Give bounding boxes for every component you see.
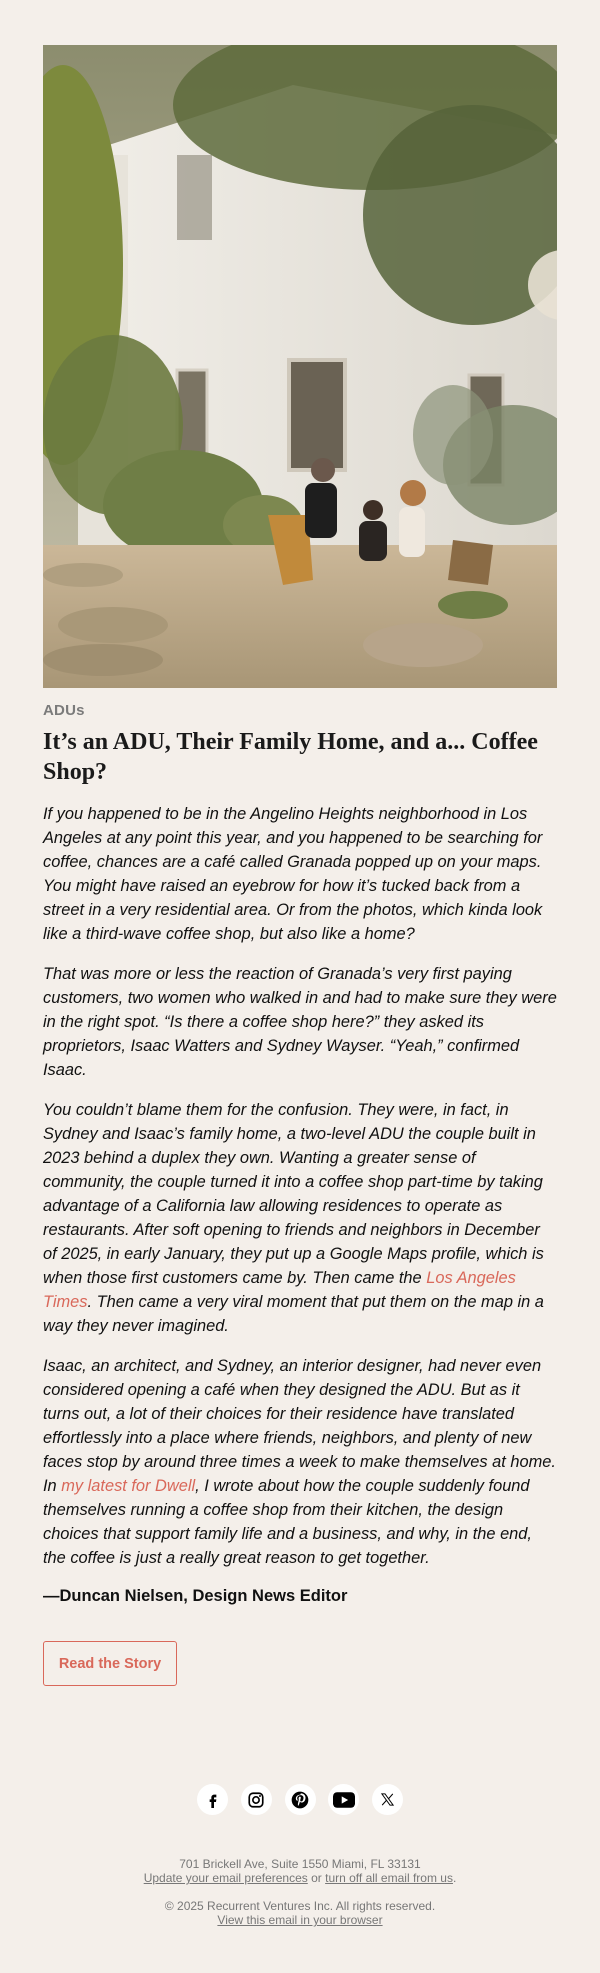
instagram-icon [247,1791,265,1809]
paragraph-3 [43,1098,558,1338]
author-signature: —Duncan Nielsen, Design News Editor [43,1587,348,1605]
youtube-icon [333,1792,355,1808]
footer-spacer [0,1885,600,1899]
paragraph-2: That was more or less the reaction of Granada’s very first paying customers, two women who walked in and had to make sure they were in the right spot. “Is there a coffee shop here?” they asked its proprietors, Isaac Watters and Sydney Wayser. “Yeah,” confirmed Isaac. [43,965,557,1079]
x-icon [380,1792,395,1807]
facebook-link[interactable] [197,1784,228,1815]
view-in-browser-link[interactable]: View this email in your browser [217,1913,383,1927]
dwell-article-link[interactable]: my latest for Dwell [61,1477,196,1495]
read-story-button[interactable]: Read the Story [43,1641,177,1686]
facebook-icon [205,1792,221,1808]
paragraph-4-text-a: Isaac, an architect, and Sydney, an interior designer, had never even considered opening a café when they designed the ADU. But as it turns out, a lot of their choices for their residence have translated effortlessly into a place where friends, neighbors, and plenty of new faces stop by around three times a week to make themselves at home. In [43,1357,556,1495]
paragraph-4-text-b: , I wrote about how the couple suddenly found themselves running a coffee shop from their kitchen, the design choices that support family life and a business, and why, in the end, the coffee is just a really great reason to get together. [43,1477,532,1567]
pinterest-icon [290,1790,310,1810]
paragraph-1: If you happened to be in the Angelino Heights neighborhood in Los Angeles at any point this year, and you happened to be searching for coffee, chances are a café called Granada popped up on your maps. You might have raised an eyebrow for how it’s tucked back from a street in a very residential area. Or from the photos, which kinda look like a third-wave coffee shop, but also like a home? [43,805,543,943]
x-link[interactable] [372,1784,403,1815]
footer-copyright: © 2025 Recurrent Ventures Inc. All rights reserved. [164,1899,436,1913]
footer-period: . [452,1871,457,1885]
paragraph-3-text-a: You couldn’t blame them for the confusion. They were, in fact, in Sydney and Isaac’s family home, a two-level ADU the couple built in 2023 behind a duplex they own. Wanting a greater sense of community, the couple turned it into a coffee shop part-time by taking advantage of a California law allowing residences to operate as restaurants. After soft opening to friends and neighbors in December of 2025, in early January, they put up a Google Maps profile, which is when those first customers came by. Then came the [43,1101,544,1287]
update-preferences-link[interactable]: Update your email preferences [143,1871,308,1885]
paragraph-4 [43,1354,558,1570]
youtube-link[interactable] [328,1784,359,1815]
footer-browser-line [0,1913,600,1927]
footer-address: 701 Brickell Ave, Suite 1550 Miami, FL 33131 [179,1857,421,1871]
footer-preferences-line [0,1871,600,1885]
social-links [197,1784,403,1815]
article-body [43,802,558,1586]
footer-or-text: or [307,1871,326,1885]
los-angeles-times-link[interactable]: Los Angeles Times [43,1269,516,1311]
email-footer [0,1857,600,1927]
article-category: ADUs [43,702,85,719]
article-title: It’s an ADU, Their Family Home, and a... Coffee Shop? [43,729,538,785]
instagram-link[interactable] [241,1784,272,1815]
paragraph-3-text-b: . Then came a very viral moment that put them on the map in a way they never imagined. [43,1293,544,1335]
unsubscribe-link[interactable]: turn off all email from us [325,1871,453,1885]
pinterest-link[interactable] [285,1784,316,1815]
hero-photo [43,45,557,688]
hero-image[interactable] [43,45,557,688]
